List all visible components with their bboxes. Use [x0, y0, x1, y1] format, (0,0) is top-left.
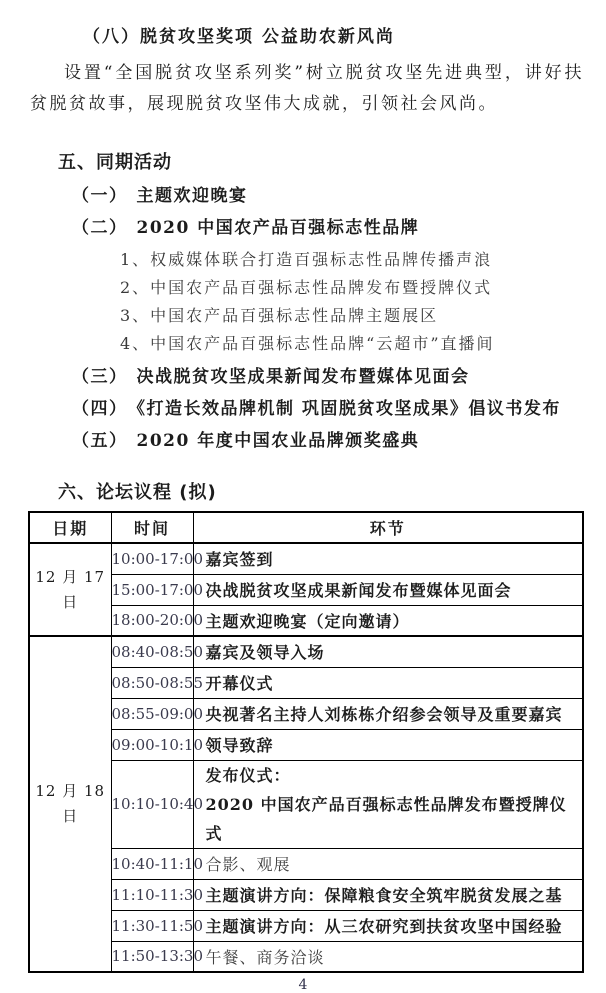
document-page: [0, 22, 606, 993]
time-cell: 10:40-11:10: [111, 848, 193, 879]
table-row: [29, 879, 583, 910]
section-5-heading: 五、同期活动: [58, 152, 172, 173]
section-8-paragraph: 设置“全国脱贫攻坚系列奖”树立脱贫攻坚先进典型，讲好扶贫脱贫故事，展现脱贫攻坚伟大成就，引领社会风尚。: [30, 63, 584, 114]
date-cell-dec18: [29, 636, 111, 972]
event-cell: [193, 760, 583, 848]
agenda-header-row: [29, 512, 583, 543]
date-line: 日: [62, 807, 79, 825]
concurrent-item-5: [72, 432, 606, 451]
item-text: 决战脱贫攻坚成果新闻发布暨媒体见面会: [136, 367, 470, 387]
item-label: （一）: [72, 186, 128, 206]
table-row: [29, 574, 583, 605]
concurrent-subitem-4: 4、中国农产品百强标志性品牌“云超市”直播间: [120, 334, 495, 353]
concurrent-item-2: [72, 219, 606, 238]
time-cell: 11:30-11:50: [111, 910, 193, 941]
column-header-date: 日期: [29, 512, 111, 543]
time-cell: 10:00-17:00: [111, 543, 193, 574]
time-cell: 11:10-11:30: [111, 879, 193, 910]
time-cell: 11:50-13:30: [111, 941, 193, 972]
event-cell: 主题演讲方向：保障粮食安全筑牢脱贫发展之基: [193, 879, 583, 910]
event-cell: 领导致辞: [193, 729, 583, 760]
item-label: （二）: [72, 218, 128, 238]
event-line: 发布仪式：: [205, 765, 291, 785]
table-row: [29, 667, 583, 698]
event-cell: 午餐、商务洽谈: [193, 941, 583, 972]
concurrent-item-3: [72, 368, 606, 387]
event-cell: 决战脱贫攻坚成果新闻发布暨媒体见面会: [193, 574, 583, 605]
time-cell: 15:00-17:00: [111, 574, 193, 605]
time-cell: 10:10-10:40: [111, 760, 193, 848]
item-text: 2020 中国农产品百强标志性品牌: [136, 218, 420, 238]
page-number: 4: [298, 977, 308, 993]
item-label: （四）: [72, 399, 128, 419]
item-label: （三）: [72, 367, 128, 387]
table-row: [29, 729, 583, 760]
date-line: 日: [62, 592, 79, 611]
section-8-heading: （八）脱贫攻坚奖项 公益助农新风尚: [83, 27, 395, 47]
time-cell: 09:00-10:10: [111, 729, 193, 760]
concurrent-item-4: [72, 400, 606, 419]
concurrent-subitem-3: 3、中国农产品百强标志性品牌主题展区: [120, 306, 439, 325]
item-text: 主题欢迎晚宴: [136, 186, 248, 206]
event-cell: 央视著名主持人刘栋栋介绍参会领导及重要嘉宾: [193, 698, 583, 729]
concurrent-subitem-1: 1、权威媒体联合打造百强标志性品牌传播声浪: [120, 250, 493, 269]
time-cell: 08:50-08:55: [111, 667, 193, 698]
time-cell: 08:40-08:50: [111, 636, 193, 667]
table-row: [29, 848, 583, 879]
table-row: [29, 636, 583, 667]
time-cell: 18:00-20:00: [111, 605, 193, 636]
table-row: [29, 543, 583, 574]
table-row: [29, 605, 583, 636]
agenda-table: [28, 511, 584, 973]
item-text: 2020 年度中国农业品牌颁奖盛典: [136, 431, 420, 451]
date-cell-dec17: [29, 543, 111, 636]
table-row: [29, 760, 583, 848]
time-cell: 08:55-09:00: [111, 698, 193, 729]
column-header-event: 环节: [193, 512, 583, 543]
table-row: [29, 910, 583, 941]
event-cell: 开幕仪式: [193, 667, 583, 698]
date-line: 12 月 18: [35, 782, 106, 800]
item-label: （五）: [72, 431, 128, 451]
section-6-heading: 六、论坛议程 (拟): [58, 482, 217, 503]
column-header-time: 时间: [111, 512, 193, 543]
event-cell: 嘉宾签到: [193, 543, 583, 574]
item-text: 《打造长效品牌机制 巩固脱贫攻坚成果》倡议书发布: [136, 399, 561, 419]
concurrent-subitem-2: 2、中国农产品百强标志性品牌发布暨授牌仪式: [120, 278, 493, 297]
event-cell: 合影、观展: [193, 848, 583, 879]
event-cell: 主题演讲方向：从三农研究到扶贫攻坚中国经验: [193, 910, 583, 941]
event-line: 2020 中国农产品百强标志性品牌发布暨授牌仪式: [205, 794, 567, 843]
table-row: [29, 698, 583, 729]
date-line: 12 月 17: [35, 567, 106, 586]
event-cell: 主题欢迎晚宴（定向邀请）: [193, 605, 583, 636]
concurrent-item-1: [72, 187, 606, 206]
event-cell: 嘉宾及领导入场: [193, 636, 583, 667]
table-row: [29, 941, 583, 972]
